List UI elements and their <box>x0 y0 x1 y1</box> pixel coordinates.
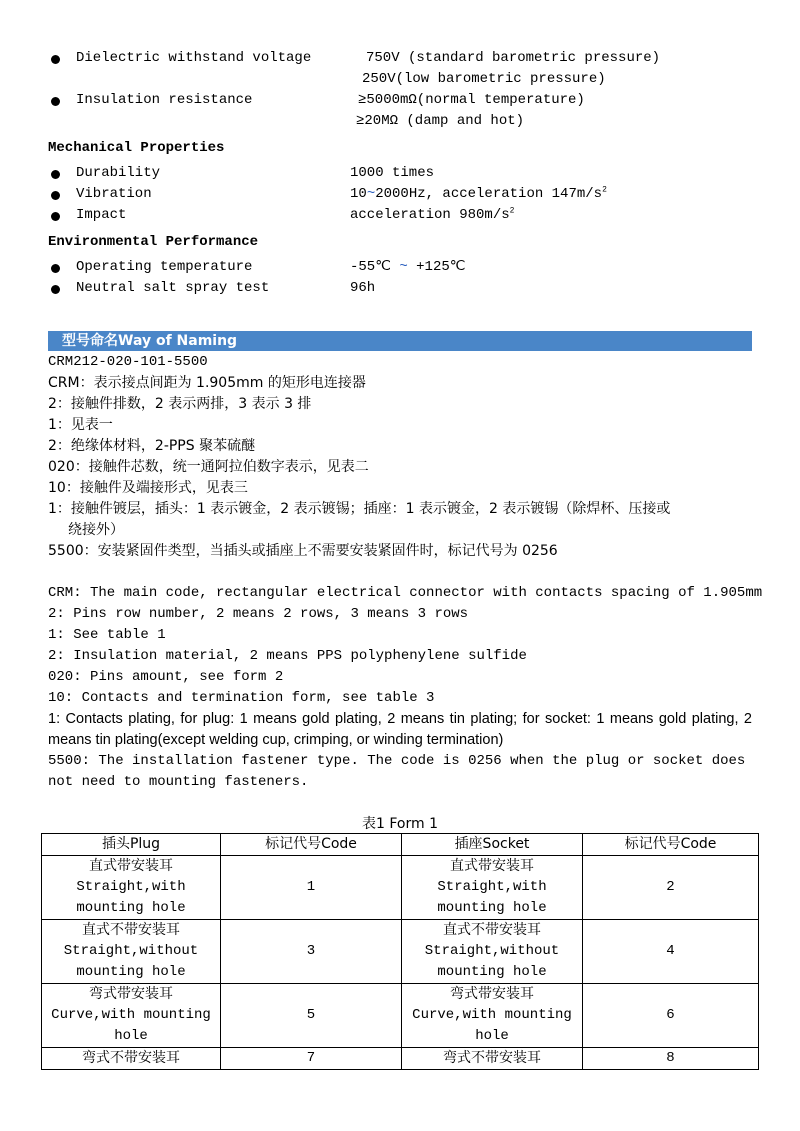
en-line: CRM: The main code, rectangular electrical connector with contacts spacing of 1.905mm <box>48 585 763 601</box>
socket-code-cell: 2 <box>583 856 759 920</box>
socket-code-cell: 4 <box>583 920 759 984</box>
zh-line: 5500：安装紧固件类型，当插头或插座上不需要安装紧固件时，标记代号为 0256 <box>48 543 558 559</box>
plug-code-cell: 7 <box>221 1048 402 1070</box>
spec-label: Impact <box>76 207 127 223</box>
section-heading-mechanical: Mechanical Properties <box>48 140 225 156</box>
bullet-icon <box>51 212 60 221</box>
spec-value: 96h <box>350 280 376 296</box>
zh-line: 绕接外） <box>68 522 124 538</box>
table-header: 标记代号Code <box>583 834 759 856</box>
model-code: CRM212-020-101-5500 <box>48 354 208 370</box>
spec-label: Dielectric withstand voltage <box>76 50 312 66</box>
zh-line: 1：见表一 <box>48 417 113 433</box>
en-line: 2: Pins row number, 2 means 2 rows, 3 means 3 rows <box>48 606 469 622</box>
plug-cell: 直式不带安装耳 Straight,without mounting hole <box>42 920 221 984</box>
spec-label: Durability <box>76 165 161 181</box>
spec-value: ≥20MΩ (damp and hot) <box>356 113 525 129</box>
bullet-icon <box>51 170 60 179</box>
table-row <box>42 984 759 1048</box>
table-header: 插座Socket <box>402 834 583 856</box>
zh-line: 2：接触件排数，2 表示两排，3 表示 3 排 <box>48 396 312 412</box>
table-row <box>42 1048 759 1070</box>
plug-code-cell: 5 <box>221 984 402 1048</box>
socket-code-cell: 6 <box>583 984 759 1048</box>
tilde-sign: ~ <box>366 186 376 202</box>
en-line: 10: Contacts and termination form, see table 3 <box>48 690 435 706</box>
socket-code-cell: 8 <box>583 1048 759 1070</box>
zh-line: 020：接触件芯数，统一通阿拉伯数字表示，见表二 <box>48 459 369 475</box>
form1-table <box>41 833 759 1070</box>
bullet-icon <box>51 55 60 64</box>
en-line: 2: Insulation material, 2 means PPS polyphenylene sulfide <box>48 648 527 664</box>
table-header: 标记代号Code <box>221 834 402 856</box>
table-row <box>42 856 759 920</box>
spec-value: 750V (standard barometric pressure) <box>366 50 661 66</box>
bullet-icon <box>51 191 60 200</box>
en-paragraph-plating: 1: Contacts plating, for plug: 1 means gold plating, 2 means tin plating; for socket: 1 means gold plating, 2 means tin plating(except welding cup, crimping, or winding termination) <box>48 711 752 748</box>
plug-cell: 直式带安装耳 Straight,with mounting hole <box>42 856 221 920</box>
zh-line: 10：接触件及端接形式，见表三 <box>48 480 248 496</box>
zh-line: CRM：表示接点间距为 1.905mm 的矩形电连接器 <box>48 375 366 391</box>
plug-cell: 弯式带安装耳 Curve,with mounting hole <box>42 984 221 1048</box>
socket-cell: 弯式不带安装耳 <box>402 1048 583 1070</box>
spec-value: acceleration $980m/s^2$ <box>350 206 515 223</box>
zh-line: 1：接触件镀层，插头：1 表示镀金，2 表示镀锡；插座：1 表示镀金，2 表示镀锡（除焊杯、压接或 <box>48 501 671 517</box>
spec-label: Vibration <box>76 186 152 202</box>
spec-label: Neutral salt spray test <box>76 280 270 296</box>
bullet-icon <box>51 285 60 294</box>
bullet-icon <box>51 264 60 273</box>
socket-cell: 弯式带安装耳 Curve,with mounting hole <box>402 984 583 1048</box>
en-line: 020: Pins amount, see form 2 <box>48 669 284 685</box>
section-bar-naming: 型号命名Way of Naming <box>48 331 752 351</box>
section-heading-environmental: Environmental Performance <box>48 234 259 250</box>
spec-value: ≥5000mΩ(normal temperature) <box>358 92 585 108</box>
table-header-row <box>42 834 759 856</box>
table-caption: 表1 Form 1 <box>362 816 438 832</box>
tilde-sign: ~ <box>399 259 408 275</box>
plug-code-cell: 3 <box>221 920 402 984</box>
spec-label: Operating temperature <box>76 259 253 275</box>
socket-cell: 直式不带安装耳 Straight,without mounting hole <box>402 920 583 984</box>
bullet-icon <box>51 97 60 106</box>
zh-line: 2：绝缘体材料，2-PPS 聚苯硫醚 <box>48 438 256 454</box>
en-paragraph-fastener: 5500: The installation fastener type. The code is 0256 when the plug or socket does not need to mounting fasteners. <box>48 753 746 790</box>
plug-cell: 弯式不带安装耳 <box>42 1048 221 1070</box>
table-row <box>42 920 759 984</box>
spec-value: 10~2000Hz, acceleration $147m/s^2$ <box>350 185 607 202</box>
spec-value: -55℃ ~ +125℃ <box>350 259 466 275</box>
plug-code-cell: 1 <box>221 856 402 920</box>
socket-cell: 直式带安装耳 Straight,with mounting hole <box>402 856 583 920</box>
spec-label: Insulation resistance <box>76 92 253 108</box>
spec-value: 250V(low barometric pressure) <box>362 71 606 87</box>
spec-value: 1000 times <box>350 165 435 181</box>
en-line: 1: See table 1 <box>48 627 166 643</box>
table-header: 插头Plug <box>42 834 221 856</box>
